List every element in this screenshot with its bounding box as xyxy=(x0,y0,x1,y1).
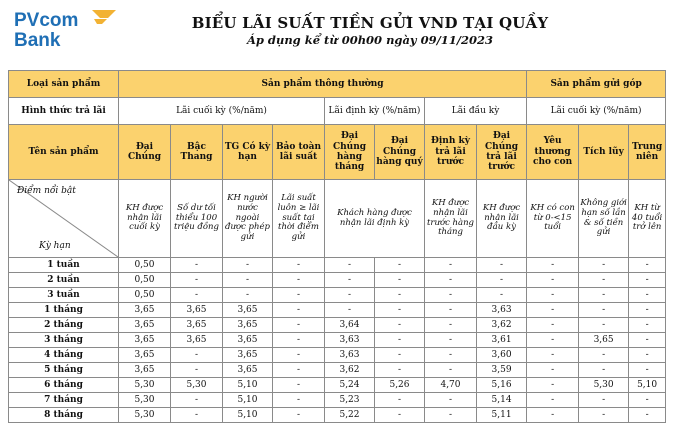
rate-cell: - xyxy=(325,273,375,288)
rate-cell: 5,30 xyxy=(579,378,629,393)
rate-cell: - xyxy=(477,288,527,303)
lai-cuoi-ky: Lãi cuối kỳ (%/năm) xyxy=(119,98,325,125)
product-header: Đại Chúng trả lãi trước xyxy=(477,125,527,180)
table-row xyxy=(9,288,666,303)
rate-cell: - xyxy=(425,393,477,408)
table-row xyxy=(9,348,666,363)
rate-cell: 5,30 xyxy=(119,393,171,408)
term-cell: 5 tháng xyxy=(9,363,119,378)
rate-cell: - xyxy=(171,288,223,303)
rate-cell: - xyxy=(629,408,666,423)
rate-cell: - xyxy=(425,363,477,378)
term-cell: 1 tuần xyxy=(9,258,119,273)
rate-cell: - xyxy=(375,258,425,273)
rate-cell: 3,63 xyxy=(325,348,375,363)
rate-cell: - xyxy=(273,318,325,333)
rate-cell: - xyxy=(425,258,477,273)
product-feature: Lãi suất luôn ≥ lãi suất tại thời điểm gửi xyxy=(273,180,325,258)
rate-cell: - xyxy=(527,363,579,378)
rate-cell: 5,30 xyxy=(119,408,171,423)
term-cell: 3 tuần xyxy=(9,288,119,303)
rate-cell: - xyxy=(223,273,273,288)
rate-cell: 0,50 xyxy=(119,258,171,273)
rate-cell: - xyxy=(579,408,629,423)
product-header: TG Có kỳ hạn xyxy=(223,125,273,180)
rate-cell: - xyxy=(579,288,629,303)
product-feature: KH được nhận lãi đầu kỳ xyxy=(477,180,527,258)
rate-cell: - xyxy=(527,288,579,303)
rate-cell: - xyxy=(375,288,425,303)
rate-cell: 0,50 xyxy=(119,288,171,303)
rate-cell: 5,10 xyxy=(629,378,666,393)
rate-cell: 3,65 xyxy=(223,333,273,348)
rate-cell: - xyxy=(425,273,477,288)
rate-cell: 3,62 xyxy=(477,318,527,333)
rate-cell: - xyxy=(375,393,425,408)
diag-top-label: Điểm nổi bật xyxy=(17,186,76,196)
page-subtitle: Áp dụng kể từ 00h00 ngày 09/11/2023 xyxy=(246,33,494,47)
rate-cell: - xyxy=(273,348,325,363)
rate-cell: - xyxy=(273,288,325,303)
rate-cell: 3,63 xyxy=(477,303,527,318)
product-feature: KH được nhận lãi trước hàng tháng xyxy=(425,180,477,258)
rate-cell: 3,65 xyxy=(119,303,171,318)
diagonal-header-cell xyxy=(9,180,119,258)
rate-cell: - xyxy=(527,378,579,393)
rate-cell: - xyxy=(527,318,579,333)
term-cell: 2 tuần xyxy=(9,273,119,288)
rate-cell: - xyxy=(273,393,325,408)
rate-cell: - xyxy=(629,363,666,378)
rate-cell: - xyxy=(579,363,629,378)
rate-cell: - xyxy=(171,363,223,378)
rate-cell: - xyxy=(171,348,223,363)
product-feature: KH từ 40 tuổi trở lên xyxy=(629,180,666,258)
logo-text-bank: Bank xyxy=(14,30,61,51)
rate-cell: - xyxy=(629,393,666,408)
rate-cell: - xyxy=(629,303,666,318)
rate-cell: - xyxy=(375,333,425,348)
rate-cell: - xyxy=(527,333,579,348)
rate-cell: - xyxy=(425,333,477,348)
rate-cell: - xyxy=(527,348,579,363)
rate-cell: - xyxy=(425,288,477,303)
term-cell: 8 tháng xyxy=(9,408,119,423)
rate-cell: - xyxy=(477,258,527,273)
rate-cell: - xyxy=(273,408,325,423)
pvcombank-logo xyxy=(12,6,122,52)
term-cell: 1 tháng xyxy=(9,303,119,318)
rate-cell: 3,65 xyxy=(119,348,171,363)
rate-cell: - xyxy=(579,303,629,318)
rate-cell: - xyxy=(527,303,579,318)
rate-cell: - xyxy=(375,303,425,318)
table-row xyxy=(9,303,666,318)
header-row-product-type xyxy=(9,71,666,98)
term-cell: 7 tháng xyxy=(9,393,119,408)
product-header: Bảo toàn lãi suất xyxy=(273,125,325,180)
rate-cell: 5,24 xyxy=(325,378,375,393)
rate-cell: - xyxy=(273,258,325,273)
rate-cell: 3,65 xyxy=(171,333,223,348)
table-row xyxy=(9,273,666,288)
rate-cell: - xyxy=(425,408,477,423)
rate-cell: 0,50 xyxy=(119,273,171,288)
rate-cell: - xyxy=(273,363,325,378)
lai-cuoi-ky-saving: Lãi cuối kỳ (%/năm) xyxy=(527,98,666,125)
table-row xyxy=(9,378,666,393)
rate-cell: - xyxy=(477,273,527,288)
product-header: Tích lũy xyxy=(579,125,629,180)
product-header: Đại Chúng hàng tháng xyxy=(325,125,375,180)
rate-cell: 3,59 xyxy=(477,363,527,378)
product-header: Trung niên xyxy=(629,125,666,180)
hinh-thuc-label: Hình thức trả lãi xyxy=(9,98,119,125)
rate-cell: 3,65 xyxy=(223,303,273,318)
table-row xyxy=(9,363,666,378)
rate-cell: 5,10 xyxy=(223,408,273,423)
rate-cell: 3,60 xyxy=(477,348,527,363)
rate-cell: - xyxy=(629,348,666,363)
product-header: Bậc Thang xyxy=(171,125,223,180)
table-row xyxy=(9,333,666,348)
rate-cell: 4,70 xyxy=(425,378,477,393)
rate-cell: - xyxy=(629,318,666,333)
rate-cell: 3,65 xyxy=(223,363,273,378)
rate-cell: - xyxy=(273,378,325,393)
lai-dau-ky: Lãi đầu kỳ xyxy=(425,98,527,125)
rate-cell: - xyxy=(273,273,325,288)
table-row xyxy=(9,393,666,408)
rate-cell: - xyxy=(579,273,629,288)
rate-cell: - xyxy=(223,258,273,273)
rate-cell: 3,65 xyxy=(579,333,629,348)
rate-cell: - xyxy=(375,408,425,423)
rate-cell: - xyxy=(375,318,425,333)
ten-label: Tên sản phẩm xyxy=(9,125,119,180)
term-cell: 4 tháng xyxy=(9,348,119,363)
rate-cell: 5,14 xyxy=(477,393,527,408)
product-feature: KH có con từ 0-<15 tuổi xyxy=(527,180,579,258)
rate-cell: 3,65 xyxy=(223,348,273,363)
interest-rate-table xyxy=(8,70,666,423)
logo-mark-icon xyxy=(92,10,116,18)
rate-cell: 3,65 xyxy=(119,363,171,378)
features-row xyxy=(9,180,666,258)
rate-cell: - xyxy=(629,273,666,288)
table-row xyxy=(9,258,666,273)
rate-cell: - xyxy=(375,363,425,378)
rate-cell: 3,65 xyxy=(119,333,171,348)
rate-cell: - xyxy=(375,273,425,288)
rate-cell: - xyxy=(527,258,579,273)
header-row-payment xyxy=(9,98,666,125)
rate-cell: 5,22 xyxy=(325,408,375,423)
product-feature: Số dư tối thiểu 100 triệu đồng xyxy=(171,180,223,258)
header-row-products xyxy=(9,125,666,180)
rate-cell: - xyxy=(223,288,273,303)
rate-cell: 3,61 xyxy=(477,333,527,348)
rate-cell: 3,65 xyxy=(119,318,171,333)
term-cell: 2 tháng xyxy=(9,318,119,333)
product-feature: KH được nhận lãi cuối kỳ xyxy=(119,180,171,258)
product-header: Định kỳ trả lãi trước xyxy=(425,125,477,180)
rate-cell: - xyxy=(425,348,477,363)
rate-cell: - xyxy=(629,258,666,273)
page-title: BIỂU LÃI SUẤT TIỀN GỬI VND TẠI QUẦY xyxy=(191,14,549,32)
loai-label: Loại sản phẩm xyxy=(9,71,119,98)
rate-cell: - xyxy=(579,348,629,363)
rate-cell: - xyxy=(527,273,579,288)
rate-cell: 5,11 xyxy=(477,408,527,423)
rate-cell: 5,16 xyxy=(477,378,527,393)
rate-cell: 5,23 xyxy=(325,393,375,408)
rate-cell: - xyxy=(325,288,375,303)
rate-cell: - xyxy=(527,393,579,408)
rate-cell: 3,63 xyxy=(325,333,375,348)
rate-cell: - xyxy=(273,303,325,318)
rate-cell: 5,30 xyxy=(171,378,223,393)
rate-cell: 3,65 xyxy=(223,318,273,333)
rate-cell: - xyxy=(425,303,477,318)
rate-cell: 5,30 xyxy=(119,378,171,393)
rate-cell: - xyxy=(579,258,629,273)
rate-cell: - xyxy=(325,258,375,273)
rate-cell: - xyxy=(325,303,375,318)
rate-cell: - xyxy=(171,273,223,288)
rate-cell: - xyxy=(579,318,629,333)
product-header: Đại Chúng xyxy=(119,125,171,180)
rate-cell: - xyxy=(629,333,666,348)
rate-cell: - xyxy=(171,393,223,408)
product-feature: Không giới hạn số lần & số tiền gửi xyxy=(579,180,629,258)
rate-cell: - xyxy=(527,408,579,423)
diag-bottom-label: Kỳ hạn xyxy=(39,240,71,251)
rate-cell: 3,65 xyxy=(171,303,223,318)
product-feature: Khách hàng được nhận lãi định kỳ xyxy=(325,180,425,258)
product-feature: KH người nước ngoài được phép gửi xyxy=(223,180,273,258)
rate-cell: 3,65 xyxy=(171,318,223,333)
rate-cell: - xyxy=(375,348,425,363)
lai-dinh-ky: Lãi định kỳ (%/năm) xyxy=(325,98,425,125)
group-saving: Sản phẩm gửi góp xyxy=(527,71,666,98)
table-row xyxy=(9,318,666,333)
table-row xyxy=(9,408,666,423)
term-cell: 3 tháng xyxy=(9,333,119,348)
rate-cell: - xyxy=(171,408,223,423)
rate-cell: - xyxy=(171,258,223,273)
rate-cell: 5,10 xyxy=(223,393,273,408)
logo-text-pvcom: PVcom xyxy=(14,10,79,31)
rate-cell: - xyxy=(425,318,477,333)
rate-cell: 5,10 xyxy=(223,378,273,393)
rate-cell: 3,64 xyxy=(325,318,375,333)
rate-cell: - xyxy=(273,333,325,348)
rate-cell: 5,26 xyxy=(375,378,425,393)
rate-cell: - xyxy=(579,393,629,408)
rate-cell: 3,62 xyxy=(325,363,375,378)
group-normal: Sản phẩm thông thường xyxy=(119,71,527,98)
term-cell: 6 tháng xyxy=(9,378,119,393)
product-header: Yêu thương cho con xyxy=(527,125,579,180)
rate-cell: - xyxy=(629,288,666,303)
product-header: Đại Chúng hàng quý xyxy=(375,125,425,180)
